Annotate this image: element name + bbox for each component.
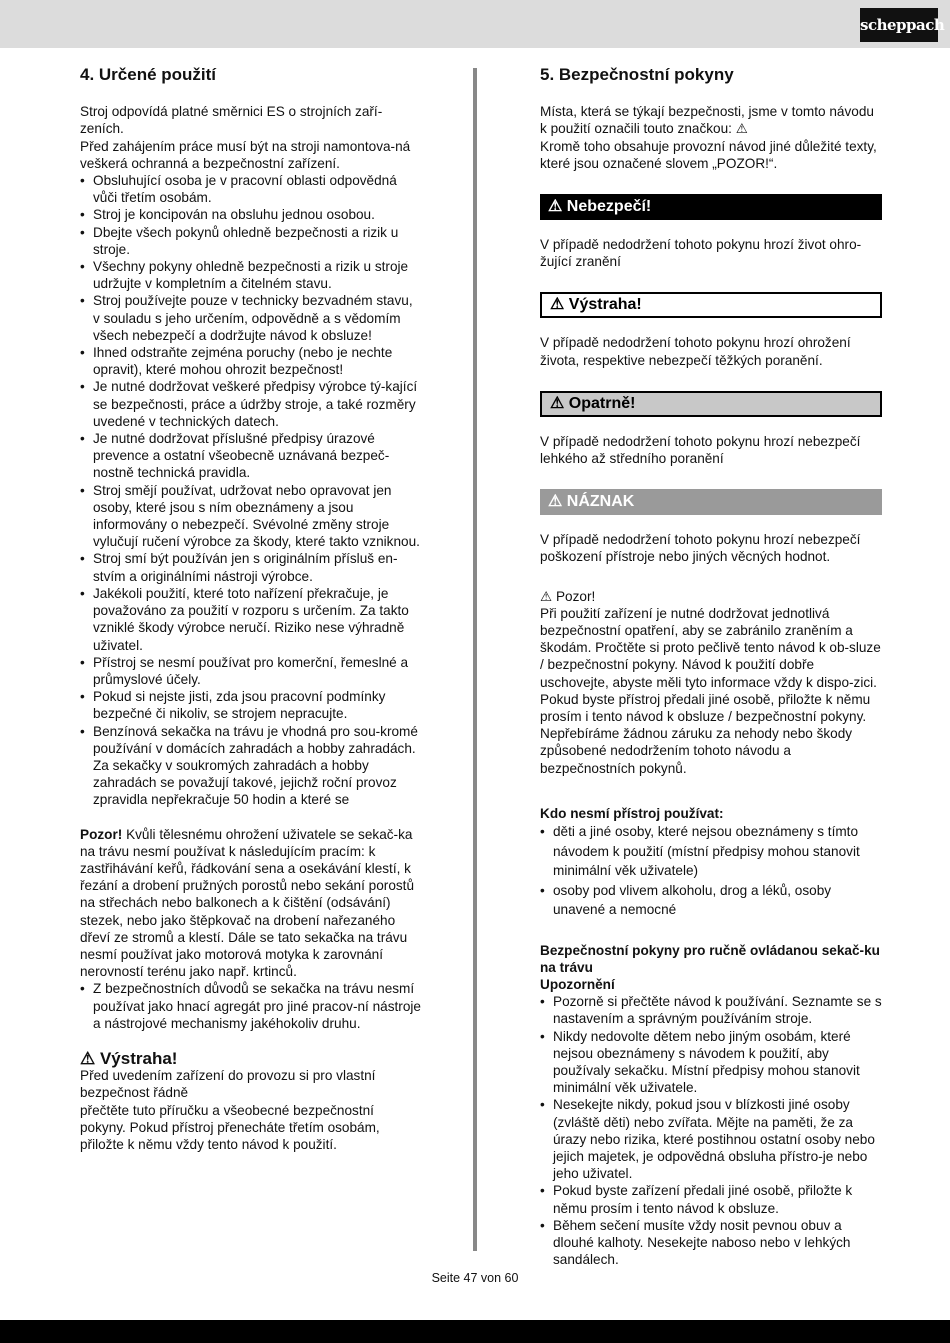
right-column xyxy=(540,62,882,1268)
list-item: • Stroj smějí používat, udržovat nebo opravovat jen osoby, které jsou s ním obeznámeny a jsou informovány o nebezpečí. Svévolné změny stroje vylučují ručení výrobce za škody, které takto vzniknou. xyxy=(80,482,422,551)
caution-label-box: ⚠ Opatrně! xyxy=(540,391,882,417)
list-item: • Přístroj se nesmí používat pro komerční, řemeslné a průmyslové účely. xyxy=(80,654,422,688)
left-column xyxy=(80,62,422,1153)
scheppach-logo: scheppach xyxy=(860,8,938,42)
list-item: • osoby pod vlivem alkoholu, drog a léků, osoby unavené a nemocné xyxy=(540,881,882,920)
list-item: • Jakékoli použití, které toto nařízení překračuje, je považováno za použití v rozporu s určením. Za takto vzniklé škody výrobce neručí. Riziko nese výhradně uživatel. xyxy=(80,585,422,654)
list-item: • Všechny pokyny ohledně bezpečnosti a rizik u stroje udržujte v kompletním a čitelném stavu. xyxy=(80,258,422,292)
pozor-paragraph xyxy=(80,826,422,981)
paragraph: Místa, která se týkají bezpečnosti, jsme v tomto návodu k použití označili touto značkou: ⚠ xyxy=(540,104,874,137)
list-item: • Pokud byste zařízení předali jiné osobě, přiložte k němu prosím i tento návod k obsluze. xyxy=(540,1182,882,1216)
paragraph: Před uvedením zařízení do provozu si pro vlastní bezpečnost řádně xyxy=(80,1068,376,1101)
section-heading-intended-use: 4. Určené použití xyxy=(80,65,217,84)
pozor-label: ⚠ Pozor! xyxy=(540,588,596,604)
list-item: • děti a jiné osoby, které nejsou obeznámeny s tímto návodem k použití (místní předpisy mohou stanovit minimální věk uživatele) xyxy=(540,822,882,881)
list-item: • Z bezpečnostních důvodů se sekačka na trávu nesmí používat jako hnací agregát pro jiné pracov-ní nástroje a nástrojové mechanismy jakéhokoliv druhu. xyxy=(80,980,422,1032)
bullet-list xyxy=(80,172,422,809)
column-divider xyxy=(473,68,477,1251)
list-item: • Benzínová sekačka na trávu je vhodná pro sou-kromé používání v domácích zahradách a hobby zahradách. Za sekačky v soukromých zahradách a hobby zahradách se považují takové, jejichž roční provoz zpravidla nepřekračuje 50 hodin a které se xyxy=(80,723,422,809)
list-item: • Stroj smí být používán jen s originálním přísluš en-stvím a originálními nástroji výrobce. xyxy=(80,550,422,584)
subheading-safety-instructions: Bezpečnostní pokyny pro ručně ovládanou sekač-ku na trávu xyxy=(540,942,880,975)
list-item: • Je nutné dodržovat příslušné předpisy úrazové prevence a ostatní všeobecně uznávaná bezpeč-nostně technická pravidla. xyxy=(80,430,422,482)
pozor-label: Pozor! xyxy=(80,826,123,842)
paragraph: přečtěte tuto příručku a všeobecné bezpečnostní pokyny. Pokud přístroj přenecháte třetím osobám, přiložte k němu vždy tento návod k použití. xyxy=(80,1102,380,1152)
notice-label-box: ⚠ NÁZNAK xyxy=(540,489,882,515)
list-item: • Pozorně si přečtěte návod k používání. Seznamte se s nastavením a správným používáním stroje. xyxy=(540,993,882,1027)
header-bar xyxy=(0,0,950,48)
paragraph: Stroj odpovídá platné směrnici ES o strojních zaří-zeních. xyxy=(80,104,383,137)
list-item: • Je nutné dodržovat veškeré předpisy výrobce tý-kající se bezpečnosti, práce a údržby stroje, a také rozměry uvedené v technických datech. xyxy=(80,378,422,430)
subheading-who-may-not-use: Kdo nesmí přístroj používat: xyxy=(540,805,724,821)
notice-description: V případě nedodržení tohoto pokynu hrozí nebezpečí poškození přístroje nebo jiných věcných hodnot. xyxy=(540,532,861,565)
list-item: • Nikdy nedovolte dětem nebo jiným osobám, které nejsou obeznámeny s návodem k použití, aby používaly sekačku. Místní předpisy mohou stanovit minimální věk uživatele. xyxy=(540,1028,882,1097)
danger-label-box: ⚠ Nebezpečí! xyxy=(540,194,882,220)
warning-label-box: ⚠ Výstraha! xyxy=(540,292,882,318)
danger-description: V případě nedodržení tohoto pokynu hrozí život ohro-žující zranění xyxy=(540,237,862,270)
list-item: • Dbejte všech pokynů ohledně bezpečnosti a rizik u stroje. xyxy=(80,224,422,258)
list-item: • Během sečení musíte vždy nosit pevnou obuv a dlouhé kalhoty. Nesekejte naboso nebo v lehkých sandálech. xyxy=(540,1217,882,1269)
caution-description: V případě nedodržení tohoto pokynu hrozí nebezpečí lehkého až středního poranění xyxy=(540,433,861,467)
bullet-list xyxy=(80,980,422,1032)
list-item: • Stroj používejte pouze v technicky bezvadném stavu, v souladu s jeho určením, odpovědně a s vědomím všech nebezpečí a dodržujte návod k obsluze! xyxy=(80,292,422,344)
list-item: • Stroj je koncipován na obsluhu jednou osobou. xyxy=(80,206,422,223)
page-number: Seite 47 von 60 xyxy=(431,1271,519,1285)
warning-description: V případě nedodržení tohoto pokynu hrozí ohrožení života, respektive nebezpečí těžkých poranění. xyxy=(540,335,851,368)
list-item: • Nesekejte nikdy, pokud jsou v blízkosti jiné osoby (zvláště děti) nebo zvířata. Mějte na paměti, že za úrazy nebo rizika, které postihnou ostatní osoby nebo jejich majetek, je odpovědná obsluha přístro-je nebo jeho uživatel. xyxy=(540,1096,882,1182)
warning-heading: ⚠ Výstraha! xyxy=(80,1048,178,1068)
pozor-text: Kvůli tělesnému ohrožení uživatele se sekač-ka na trávu nesmí používat k následujícím pracím: k zastřihávání keřů, řádkování sena a osekávání klestí, k řezání a drobení pružných porostů nebo sekání porostů na střechách nebo balkonech a k čištění (odsávání) stezek, nebo jako štěpkovač na drobení nařezaného dřeví ze stromů a klestí. Dále se tato sekačka na trávu nesmí používat jako motorová motyka k zarovnání nerovností terénu jako např. krtinců. xyxy=(80,826,415,980)
footer-bar xyxy=(0,1320,950,1343)
list-item: • Pokud si nejste jisti, zda jsou pracovní podmínky bezpečné či nikoliv, se strojem nepracujte. xyxy=(80,688,422,722)
section-heading-safety: 5. Bezpečnostní pokyny xyxy=(540,65,734,84)
paragraph: Před zahájením práce musí být na stroji namontova-ná veškerá ochranná a bezpečnostní zařízení. xyxy=(80,138,411,171)
bullet-list xyxy=(540,822,882,920)
list-item: • Ihned odstraňte zejména poruchy (nebo je nechte opravit), které mohou ohrozit bezpečnost! xyxy=(80,344,422,378)
paragraph: Kromě toho obsahuje provozní návod jiné důležité texty, které jsou označené slovem „POZOR!“. xyxy=(540,138,877,171)
subheading-notice: Upozornění xyxy=(540,976,615,992)
pozor-paragraph: Při použití zařízení je nutné dodržovat jednotlivá bezpečnostní opatření, aby se zabránilo zraněním a škodám. Pročtěte si proto pečlivě tento návod k ob-sluze / bezpečnostní pokyny. Návod k použití dobře uschovejte, abyste měli tyto informace vždy k dispo-zici. Pokud byste přístroj předali jiné osobě, přiložte k němu prosím i tento návod k obsluze / bezpečnostní pokyny. Nepřebíráme žádnou záruku za nehody nebo škody způsobené nedodržením tohoto návodu a bezpečnostních pokynů. xyxy=(540,605,881,776)
list-item: • Obsluhující osoba je v pracovní oblasti odpovědná vůči třetím osobám. xyxy=(80,172,422,206)
bullet-list xyxy=(540,993,882,1268)
